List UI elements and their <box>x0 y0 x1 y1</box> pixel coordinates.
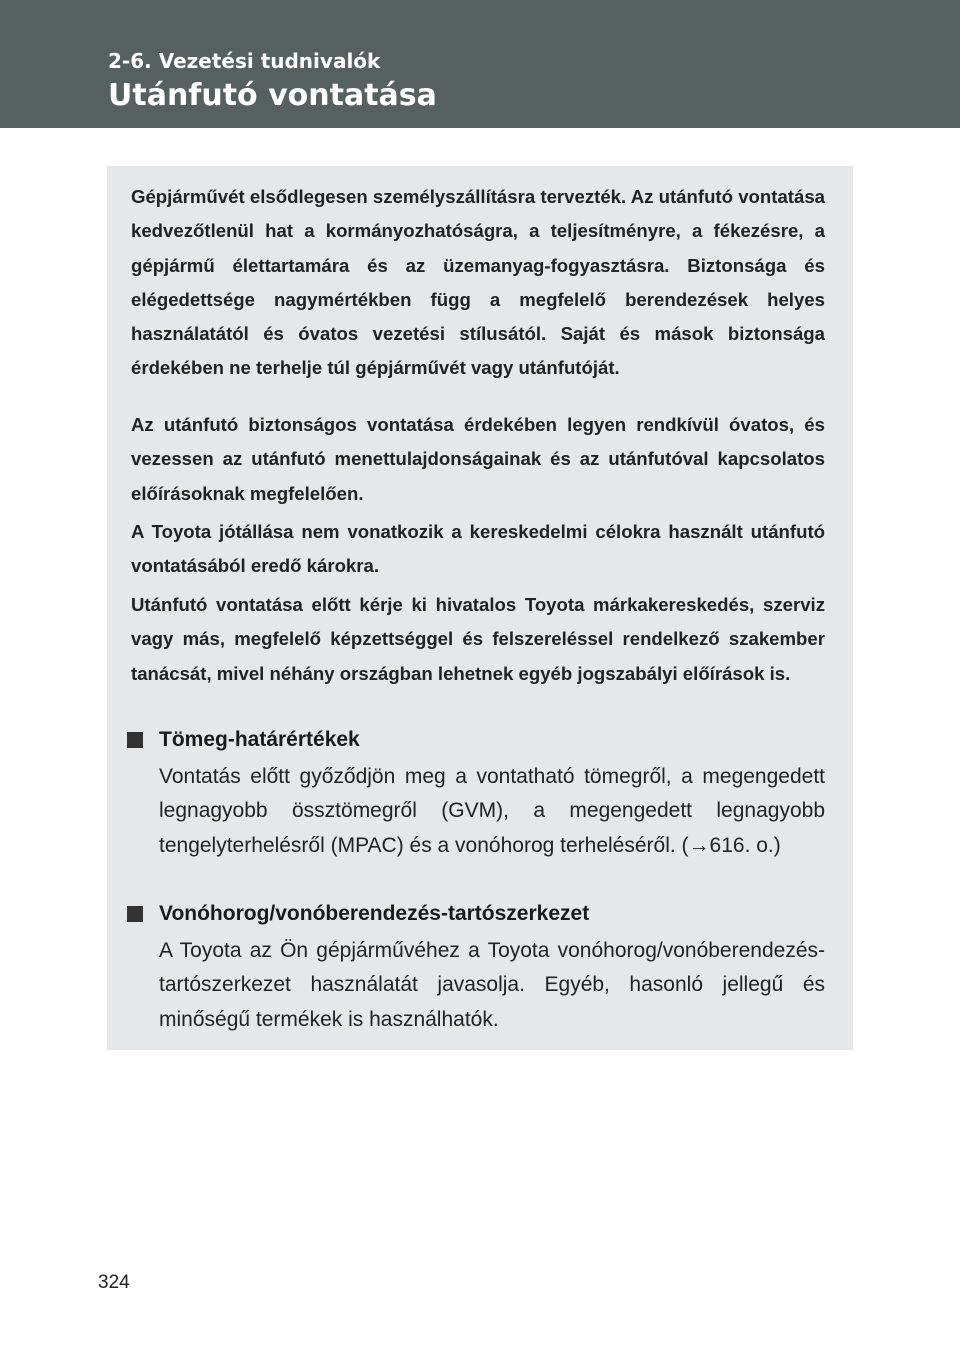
section-heading-text: Tömeg-határértékek <box>159 728 360 751</box>
section-label: 2-6. Vezetési tudnivalók <box>108 49 381 73</box>
intro-paragraph-4: Utánfutó vontatása előtt kérje ki hivatalos Toyota márkakereskedés, szerviz vagy más, megfelelő képzettséggel és felszereléssel rendelkező szakember tanácsát, mivel néhány országban lehetnek egyéb jogszabályi előírások is. <box>131 594 825 684</box>
section-heading-text: Vonóhorog/vonóberendezés-tartószerkezet <box>159 902 590 925</box>
square-bullet-icon <box>127 732 143 748</box>
chapter-header <box>0 0 960 128</box>
section-heading-weight-limits <box>127 726 837 756</box>
section-heading-tow-hitch <box>127 900 837 930</box>
section-text-weight-limits: Vontatás előtt győződjön meg a vontatható tömegről, a megengedett legnagyobb össztömegről (GVM), a megengedett legnagyobb tengelyterhelésről (MPAC) és a vonóhorog terheléséről. (→616. o.) <box>159 765 825 857</box>
section-text-tow-hitch: A Toyota az Ön gépjárművéhez a Toyota vonóhorog/vonóberendezés-tartószerkezet használatát javasolja. Egyéb, hasonló jellegű és minőségű termékek is használhatók. <box>159 939 825 1031</box>
intro-paragraph-3: A Toyota jótállása nem vonatkozik a kereskedelmi célokra használt utánfutó vontatásából eredő károkra. <box>131 521 825 577</box>
page-number: 324 <box>98 1272 130 1293</box>
square-bullet-icon <box>127 906 143 922</box>
page-title: Utánfutó vontatása <box>108 78 437 113</box>
intro-paragraph-1: Gépjárművét elsődlegesen személyszállításra tervezték. Az utánfutó vontatása kedvezőtlenül hat a kormányozhatóságra, a teljesítményre, a fékezésre, a gépjármű élettartamára és az üzemanyag-fogyasztásra. Biztonsága és elégedettsége nagymértékben függ a megfelelő berendezések helyes használatától és óvatos vezetési stílusától. Saját és mások biztonsága érdekében ne terhelje túl gépjárművét vagy utánfutóját. <box>131 186 825 379</box>
content-box <box>107 166 853 1050</box>
intro-paragraph-2: Az utánfutó biztonságos vontatása érdekében legyen rendkívül óvatos, és vezessen az utánfutó menettulajdonságainak és az utánfutóval kapcsolatos előírásoknak megfelelően. <box>131 414 825 504</box>
